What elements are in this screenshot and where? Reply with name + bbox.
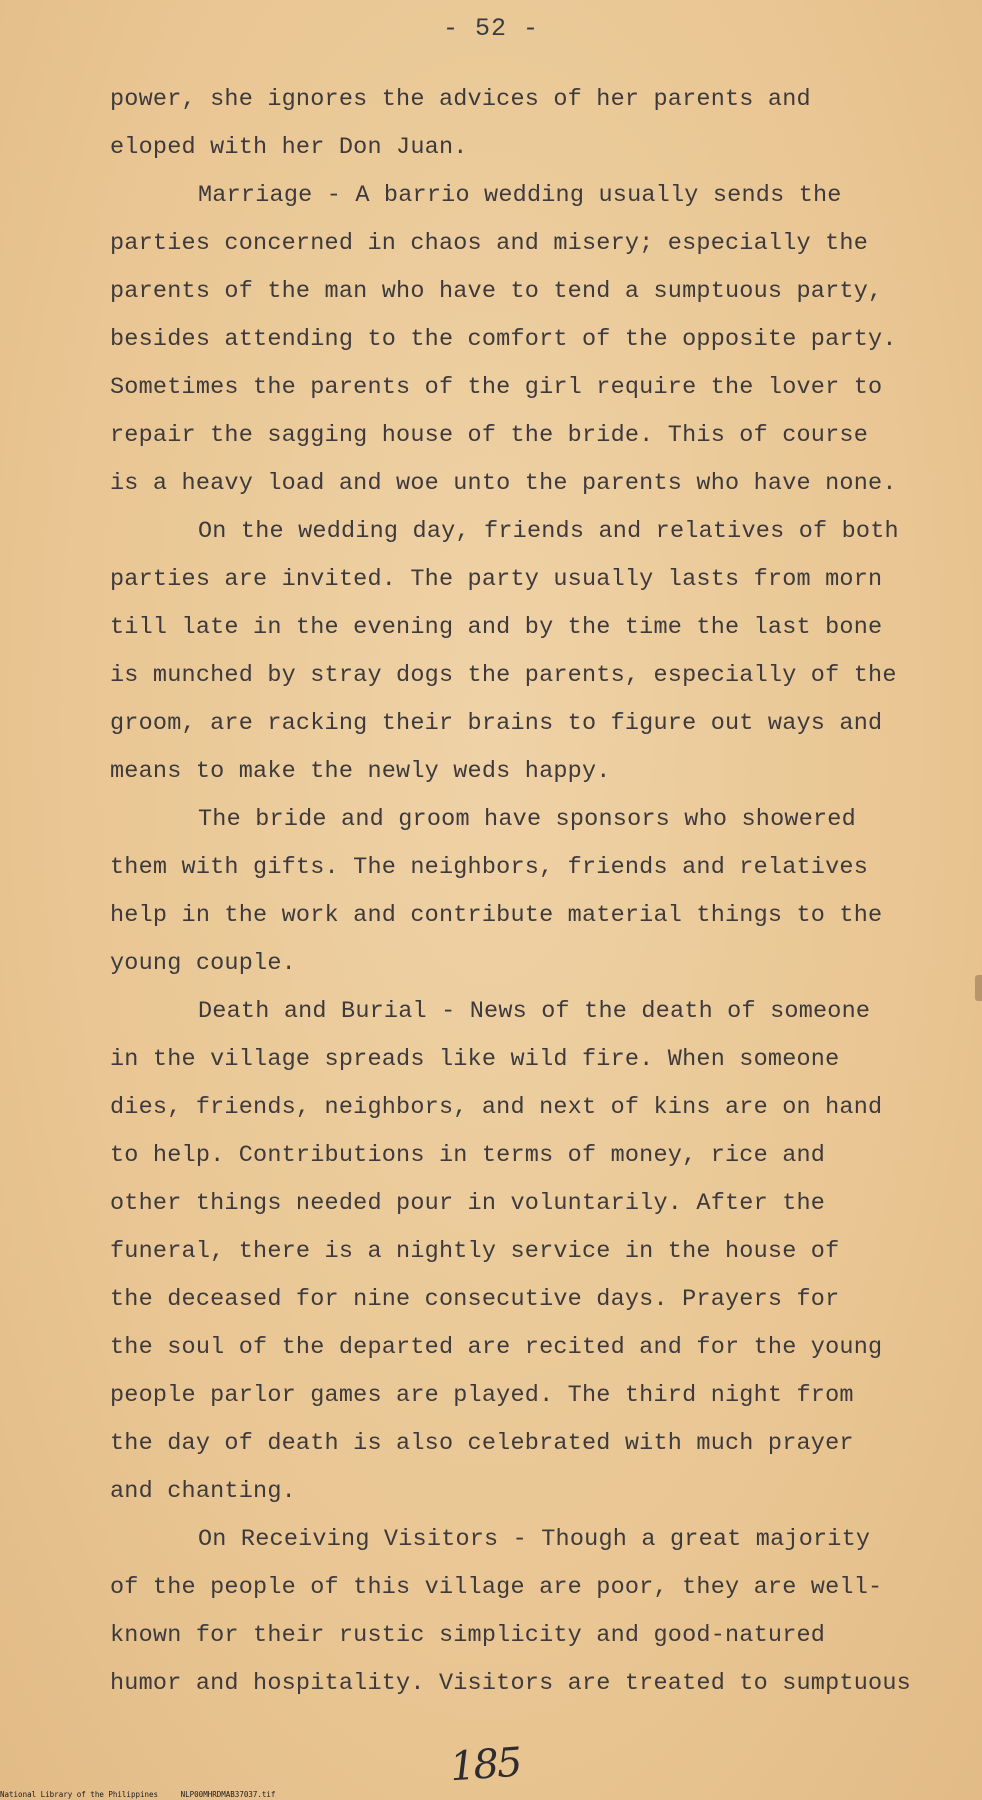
text-line: Sometimes the parents of the girl require the lover to	[110, 374, 883, 401]
text-line: besides attending to the comfort of the opposite party.	[110, 326, 897, 353]
text-line: On the wedding day, friends and relatives of both	[198, 518, 899, 545]
text-line: young couple.	[110, 950, 296, 977]
text-line: till late in the evening and by the time the last bone	[110, 614, 883, 641]
text-line: Marriage - A barrio wedding usually sends the	[198, 182, 842, 209]
text-line: to help. Contributions in terms of money, rice and	[110, 1142, 826, 1169]
footer-library: National Library of the Philippines	[0, 1790, 159, 1799]
text-line: people parlor games are played. The third night from	[110, 1382, 854, 1409]
text-line: The bride and groom have sponsors who showered	[198, 806, 856, 833]
text-line: known for their rustic simplicity and good-natured	[110, 1622, 826, 1649]
footer-file-id: NLP00MHRDMAB37037.tif	[180, 1790, 276, 1799]
text-line: Death and Burial - News of the death of someone	[198, 998, 871, 1025]
text-line: repair the sagging house of the bride. This of course	[110, 422, 869, 449]
text-line: dies, friends, neighbors, and next of kins are on hand	[110, 1094, 883, 1121]
text-line: the soul of the departed are recited and for the young	[110, 1334, 883, 1361]
text-line: in the village spreads like wild fire. When someone	[110, 1046, 840, 1073]
text-line: groom, are racking their brains to figure out ways and	[110, 710, 883, 737]
text-line: the day of death is also celebrated with much prayer	[110, 1430, 854, 1457]
text-line: is a heavy load and woe unto the parents who have none.	[110, 470, 897, 497]
text-line: parties are invited. The party usually lasts from morn	[110, 566, 883, 593]
text-line: humor and hospitality. Visitors are treated to sumptuous	[110, 1670, 911, 1697]
text-line: means to make the newly weds happy.	[110, 758, 611, 785]
text-line: On Receiving Visitors - Though a great majority	[198, 1526, 871, 1553]
scan-footer	[0, 1790, 275, 1799]
text-line: funeral, there is a nightly service in the house of	[110, 1238, 840, 1265]
text-line: other things needed pour in voluntarily. After the	[110, 1190, 826, 1217]
text-line: parents of the man who have to tend a sumptuous party,	[110, 278, 883, 305]
text-line: eloped with her Don Juan.	[110, 134, 468, 161]
text-line: of the people of this village are poor, they are well-	[110, 1574, 883, 1601]
scan-edge-mark	[975, 975, 982, 1001]
text-line: power, she ignores the advices of her parents and	[110, 86, 811, 113]
handwritten-folio-number: 185	[448, 1739, 522, 1791]
text-line: is munched by stray dogs the parents, especially of the	[110, 662, 897, 689]
text-line: and chanting.	[110, 1478, 296, 1505]
text-line: help in the work and contribute material things to the	[110, 902, 883, 929]
typewritten-body	[110, 76, 940, 1708]
text-line: the deceased for nine consecutive days. Prayers for	[110, 1286, 840, 1313]
page-number: - 52 -	[442, 14, 539, 43]
text-line: parties concerned in chaos and misery; especially the	[110, 230, 869, 257]
text-line: them with gifts. The neighbors, friends and relatives	[110, 854, 869, 881]
